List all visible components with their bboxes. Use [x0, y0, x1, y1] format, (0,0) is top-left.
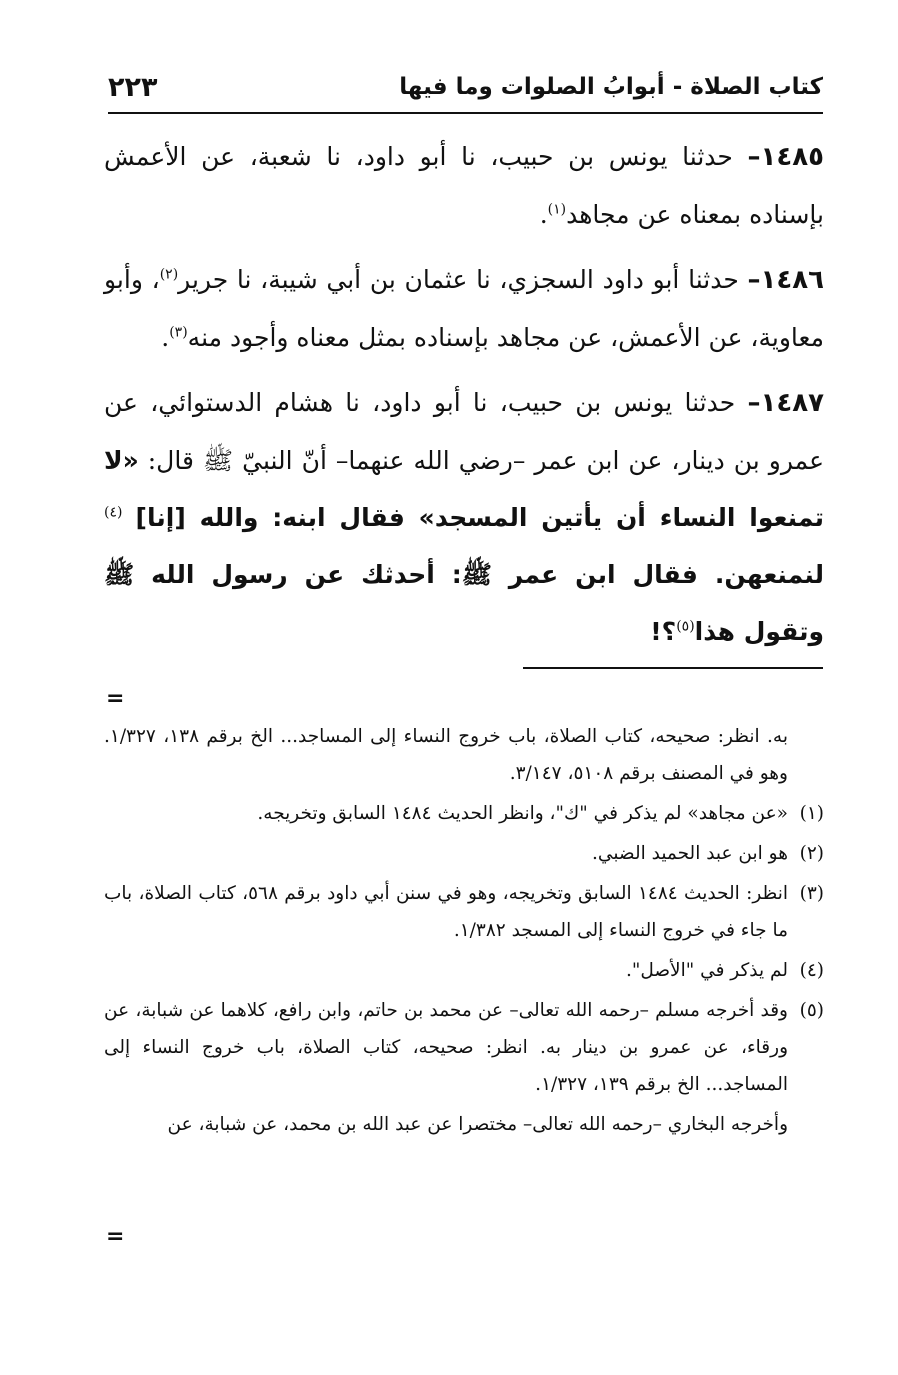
footnote-5 [104, 992, 824, 1103]
footnote-separator [523, 667, 823, 669]
hadith-quote: «لا تمنعوا النساء أن يأتين المسجد» فقال ابنه: والله [إنا] [104, 446, 824, 532]
hadith-end: . [539, 200, 548, 229]
footnote-label: (٢) [799, 843, 824, 864]
hadith-text: حدثنا أبو داود السجزي، نا عثمان بن أبي شيبة، نا جرير [178, 265, 748, 294]
main-text [104, 128, 824, 660]
hadith-text: حدثنا يونس بن حبيب، نا أبو داود، نا شعبة، عن الأعمش بإسناده بمعناه عن مجاهد [104, 142, 824, 229]
footnote-ref: (١) [547, 201, 567, 218]
footnote-ref: (٣) [169, 324, 188, 341]
continuation-mark-bottom: = [106, 1224, 125, 1249]
footnotes [104, 718, 824, 1146]
page-header [108, 70, 823, 110]
footnote-text: وقد أخرجه مسلم –رحمه الله تعالى– عن محمد بن حاتم، وابن رافع، كلاهما عن شبابة، عن ورقاء، عن عمرو بن دينار به. انظر: صحيحه، كتاب الصلاة، باب خروج النساء إلى المساجد... الخ برقم ١٣٩، ١/٣٢٧. [104, 1000, 788, 1095]
footnote-ref: (٤) [104, 504, 123, 521]
footnote-4 [104, 952, 824, 989]
hadith-number: ١٤٨٧– [747, 388, 824, 418]
footnote-label: (١) [799, 803, 824, 824]
footnote-ref: (٥) [676, 618, 695, 635]
footnote-5-continued: وأخرجه البخاري –رحمه الله تعالى– مختصرا عن عبد الله بن محمد، عن شبابة، عن [167, 1114, 788, 1135]
footnote-1 [104, 795, 824, 832]
footnote-text: هو ابن عبد الحميد الضبي. [592, 843, 788, 864]
hadith-1486 [104, 251, 824, 366]
footnote-text: انظر: الحديث ١٤٨٤ السابق وتخريجه، وهو في سنن أبي داود برقم ٥٦٨، كتاب الصلاة، باب ما جاء في خروج النساء إلى المسجد ١/٣٨٢. [104, 883, 788, 941]
page-number: ٢٢٣ [108, 72, 158, 103]
hadith-text-continued: ، وأبو معاوية، عن الأعمش، عن مجاهد بإسناده بمثل معناه وأجود منه [104, 265, 824, 352]
footnote-2 [104, 835, 824, 872]
footnote-label: (٣) [799, 883, 824, 904]
hadith-1487 [104, 374, 824, 660]
hadith-end: . [161, 323, 170, 352]
running-title: كتاب الصلاة - أبوابُ الصلوات وما فيها [399, 74, 823, 100]
footnote-ref: (٢) [159, 266, 179, 283]
hadith-1485 [104, 128, 824, 243]
hadith-quote-continued: لنمنعهن. فقال ابن عمر ﷺ: أحدثك عن رسول الله ﷺ وتقول هذا [104, 560, 824, 646]
hadith-end: ؟! [650, 617, 677, 646]
footnote-label: (٤) [799, 960, 824, 981]
footnote-3 [104, 875, 824, 949]
hadith-text: حدثنا يونس بن حبيب، نا أبو داود، نا هشام الدستوائي، عن عمرو بن دينار، عن ابن عمر –رضي الله عنهما– أنّ النبيّ ﷺ قال: [104, 388, 824, 475]
footnote-text: لم يذكر في "الأصل". [625, 960, 788, 981]
footnote-label: (٥) [799, 1000, 824, 1021]
footnote-text: «عن مجاهد» لم يذكر في "ك"، وانظر الحديث ١٤٨٤ السابق وتخريجه. [257, 803, 788, 824]
header-rule [108, 112, 823, 114]
hadith-number: ١٤٨٦– [747, 265, 824, 295]
hadith-number: ١٤٨٥– [747, 142, 824, 172]
footnote-continuation: به. انظر: صحيحه، كتاب الصلاة، باب خروج النساء إلى المساجد... الخ برقم ١٣٨، ١/٣٢٧. وهو في المصنف برقم ٥١٠٨، ٣/١٤٧. [104, 726, 788, 784]
continuation-mark-top: = [106, 686, 125, 711]
